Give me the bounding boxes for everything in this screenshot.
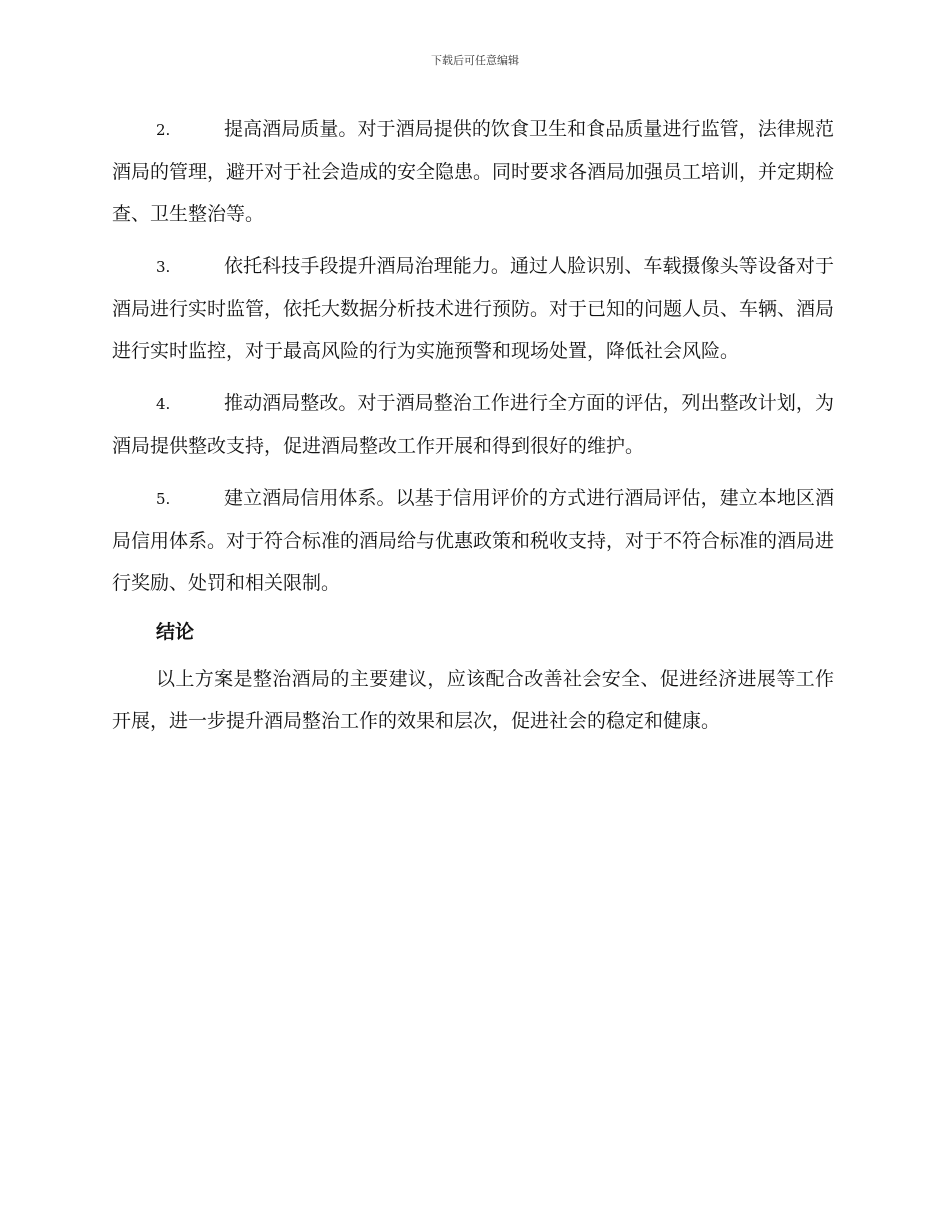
list-item [112,108,834,235]
list-item-text: 提高酒局质量。对于酒局提供的饮食卫生和食品质量进行监管，法律规范酒局的管理，避开对于社会造成的安全隐患。同时要求各酒局加强员工培训，并定期检查、卫生整治等。 [112,118,835,225]
list-item-number: 3. [156,258,171,276]
page-header-note: 下载后可任意编辑 [431,54,519,67]
list-item-number: 2. [156,121,171,139]
list-item-number: 5. [156,490,171,508]
list-item [112,382,834,467]
conclusion-paragraph: 以上方案是整治酒局的主要建议，应该配合改善社会安全、促进经济进展等工作开展，进一步提升酒局整治工作的效果和层次，促进社会的稳定和健康。 [112,668,834,732]
document-body [112,108,834,742]
conclusion-heading: 结论 [156,621,195,643]
list-item-number: 4. [156,395,171,413]
list-item [112,245,834,372]
list-item-text: 建立酒局信用体系。以基于信用评价的方式进行酒局评估，建立本地区酒局信用体系。对于符合标准的酒局给与优惠政策和税收支持，对于不符合标准的酒局进行奖励、处罚和相关限制。 [112,487,835,594]
list-item-text: 推动酒局整改。对于酒局整治工作进行全方面的评估，列出整改计划，为酒局提供整改支持，促进酒局整改工作开展和得到很好的维护。 [112,392,834,457]
list-item-text: 依托科技手段提升酒局治理能力。通过人脸识别、车载摄像头等设备对于酒局进行实时监管，依托大数据分析技术进行预防。对于已知的问题人员、车辆、酒局进行实时监控，对于最高风险的行为实施预警和现场处置，降低社会风险。 [112,255,835,362]
list-item [112,477,834,604]
